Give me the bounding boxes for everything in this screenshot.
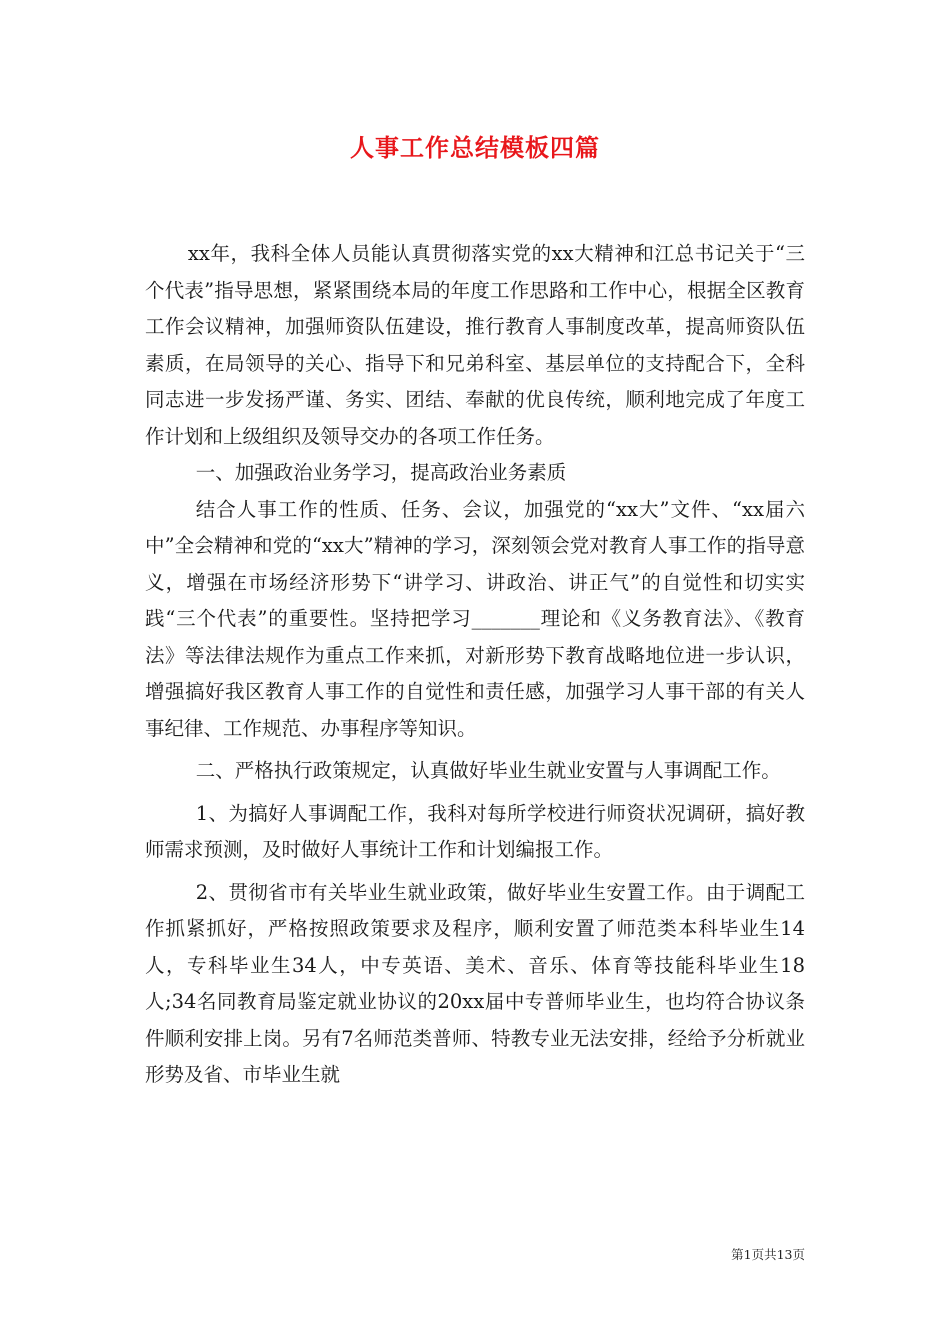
paragraph-section-1: 结合人事工作的性质、任务、会议，加强党的“xx大”文件、“xx届六中”全会精神和党的“xx大”精神的学习，深刻领会党对教育人事工作的指导意义，增强在市场经济形势下“讲学习、讲政治、讲正气”的自觉性和切实实践“三个代表”的重要性。坚持把学习_______理论和《义务教育法》、《教育法》等法律法规作为重点工作来抓，对新形势下教育战略地位进一步认识，增强搞好我区教育人事工作的自觉性和责任感，加强学习人事干部的有关人事纪律、工作规范、办事程序等知识。	[145, 497, 805, 740]
document-body	[145, 236, 805, 1094]
section-heading-1: 一、加强政治业务学习，提高政治业务素质	[195, 461, 567, 484]
document-title: 人事工作总结模板四篇	[350, 133, 600, 162]
paragraph-item-1: 1、为搞好人事调配工作，我科对每所学校进行师资状况调研，搞好教师需求预测，及时做好人事统计工作和计划编报工作。	[145, 801, 805, 861]
page-number: 第1页共13页	[731, 1247, 805, 1262]
paragraph-item-2: 2、贯彻省市有关毕业生就业政策，做好毕业生安置工作。由于调配工作抓紧抓好，严格按照政策要求及程序，顺利安置了师范类本科毕业生14人，专科毕业生34人，中专英语、美术、音乐、体育等技能科毕业生18人;34名同教育局鉴定就业协议的20xx届中专普师毕业生，也均符合协议条件顺利安排上岗。另有7名师范类普师、特教专业无法安排，经给予分析就业形势及省、市毕业生就	[145, 880, 805, 1086]
section-heading-2: 二、严格执行政策规定，认真做好毕业生就业安置与人事调配工作。	[195, 759, 781, 782]
paragraph-intro: xx年，我科全体人员能认真贯彻落实党的xx大精神和江总书记关于“三个代表”指导思想，紧紧围绕本局的年度工作思路和工作中心，根据全区教育工作会议精神，加强师资队伍建设，推行教育人事制度改革，提高师资队伍素质，在局领导的关心、指导下和兄弟科室、基层单位的支持配合下，全科同志进一步发扬严谨、务实、团结、奉献的优良传统，顺利地完成了年度工作计划和上级组织及领导交办的各项工作任务。	[145, 242, 805, 448]
